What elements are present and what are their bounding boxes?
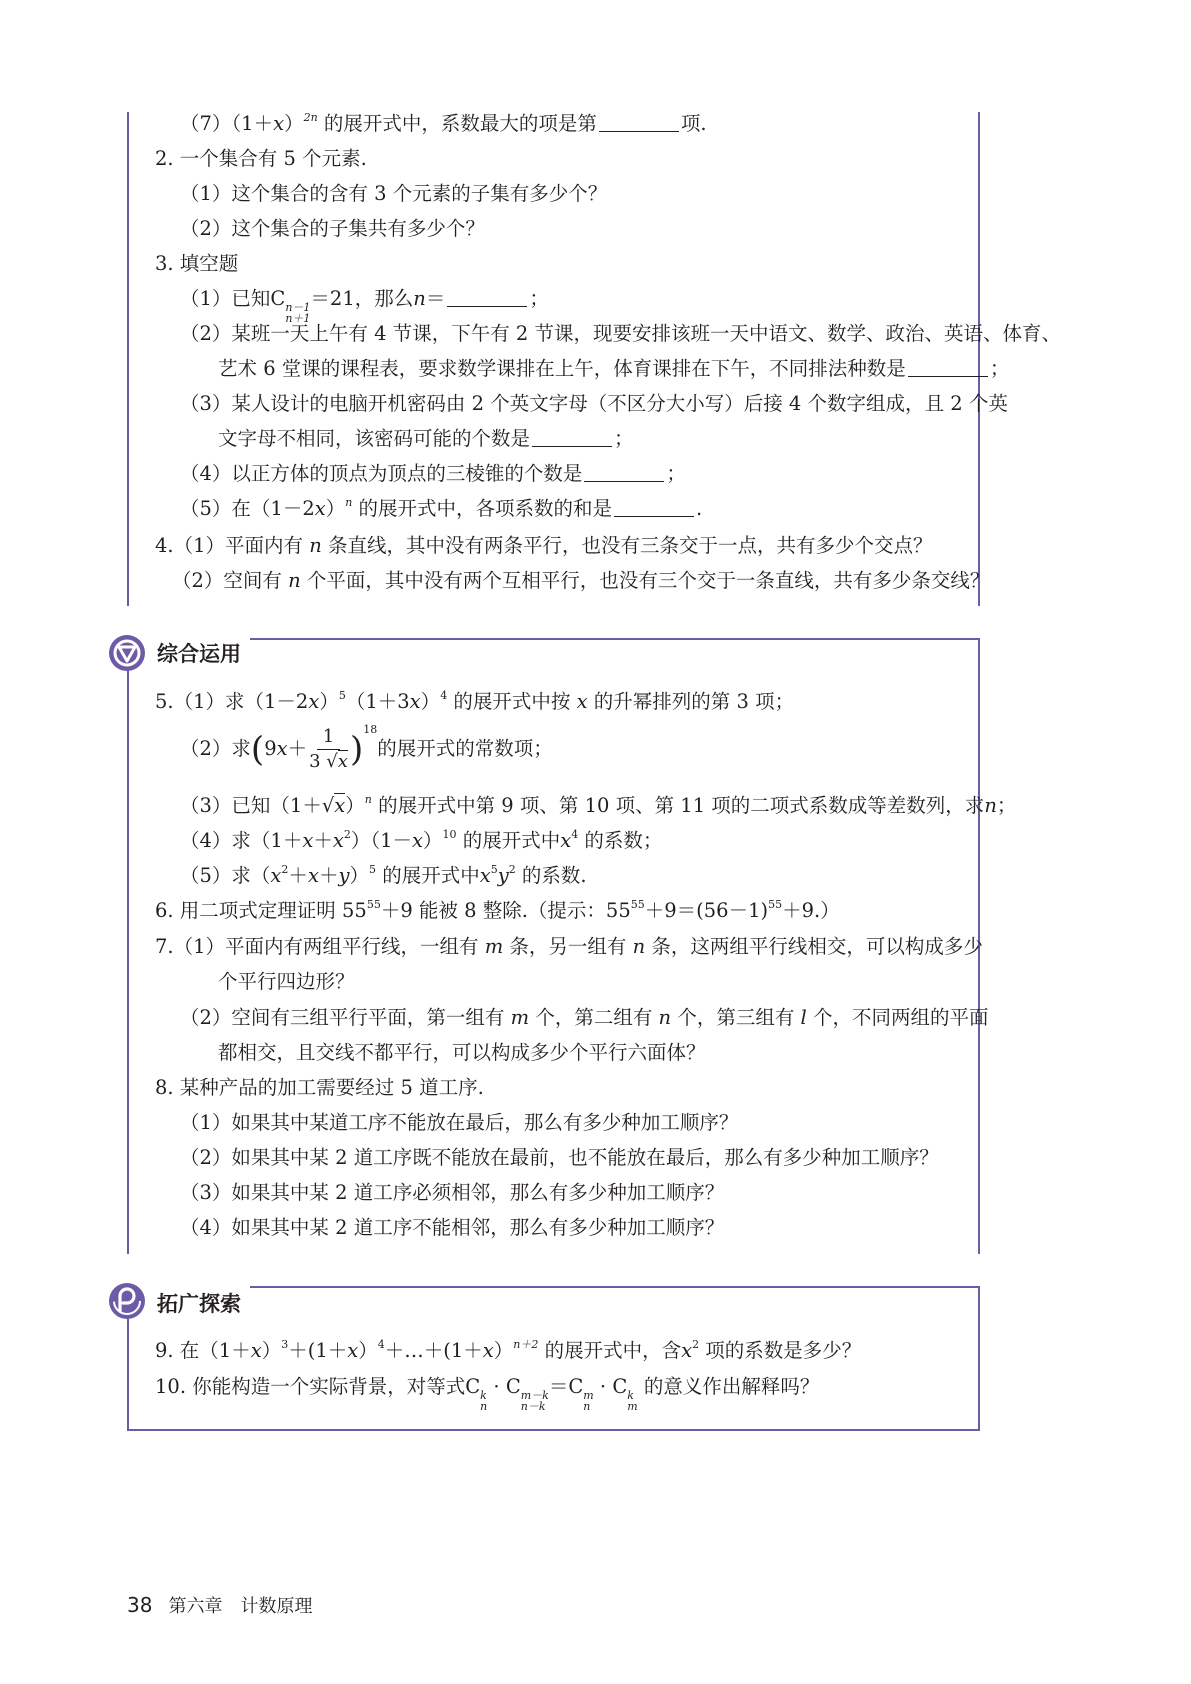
frame-right-bot <box>978 1286 980 1430</box>
page-number: 38 <box>127 1593 153 1617</box>
problem-4-2: （2）空间有 n 个平面，其中没有两个互相平行，也没有三个交于一条直线，共有多少条交线？ <box>172 569 990 592</box>
problem-5-5: （5）求$(x^2+x+y)^5$ 的展开式中$x^5y^2$ 的系数. <box>180 863 587 887</box>
chapter-title: 第六章 计数原理 <box>168 1596 313 1617</box>
section-title-explore: 拓广探索 <box>157 1292 241 1316</box>
problem-3-3-line1: （3）某人设计的电脑开机密码由 2 个英文字母（不区分大小写）后接 4 个数字组成，且 2 个英 <box>180 392 1008 415</box>
answer-blank[interactable] <box>908 358 988 377</box>
problem-5-3: （3）已知$(1+√x)^n$ 的展开式中第 9 项、第 10 项、第 11 项的二项式系数成等差数列，求n； <box>180 793 1017 817</box>
problem-7-2-line2: 都相交，且交线不都平行，可以构成多少个平行六面体？ <box>218 1041 706 1064</box>
answer-blank[interactable] <box>584 463 664 482</box>
problem-1-7: $(7)(1+x)^{2n}$ 的展开式中，系数最大的项是第 项. <box>180 111 707 135</box>
frame-left-top <box>127 112 129 606</box>
fraction: $\frac{1}{3 √x}$ <box>309 726 348 772</box>
problem-8-3: （3）如果其中某 2 道工序必须相邻，那么有多少种加工顺序？ <box>180 1181 725 1204</box>
problem-8-2: （2）如果其中某 2 道工序既不能放在最前，也不能放在最后，那么有多少种加工顺序？ <box>180 1146 939 1169</box>
problem-3-5: （5）在$(1-2x)^n$ 的展开式中，各项系数的和是 . <box>180 496 703 520</box>
problem-7-1-line2: 个平行四边形？ <box>218 970 355 993</box>
frame-top-mid <box>250 638 980 640</box>
problem-3-1: （1）已知C n－1 n＋1 ＝21，那么n＝ ； <box>180 287 549 325</box>
problem-8-4: （4）如果其中某 2 道工序不能相邻，那么有多少种加工顺序？ <box>180 1216 725 1239</box>
answer-blank[interactable] <box>614 498 694 517</box>
problem-8: 8. 某种产品的加工需要经过 5 道工序. <box>155 1076 484 1099</box>
problem-3-2-line1: （2）某班一天上午有 4 节课，下午有 2 节课，现要安排该班一天中语文、数学、政治、英语、体育、 <box>180 322 1062 345</box>
frame-bottom-bot <box>127 1429 980 1431</box>
section-comprehensive-icon <box>108 634 146 672</box>
problem-7-2-line1: （2）空间有三组平行平面，第一组有 m 个，第二组有 n 个，第三组有 l 个，不同两组的平面 <box>180 1006 989 1029</box>
problem-10: 10. 你能构造一个实际背景，对等式C k n · C m－k n－k ＝C m n · C k m 的意义作出解释吗？ <box>155 1375 820 1413</box>
section-explore-icon <box>108 1282 146 1320</box>
problem-6: 6. 用二项式定理证明 $55^{55}+9$ 能被 8 整除.（提示：$55^{55}+9=(56-1)^{55}+9$.） <box>155 898 840 922</box>
problem-2: 2. 一个集合有 5 个元素. <box>155 147 367 170</box>
problem-5-4: （4）求$(1+x+x^2)(1-x)^{10}$ 的展开式中$x^4$ 的系数； <box>180 828 663 852</box>
answer-blank[interactable] <box>447 288 527 307</box>
problem-2-1: （1）这个集合的含有 3 个元素的子集有多少个？ <box>180 182 608 205</box>
problem-3: 3. 填空题 <box>155 252 239 275</box>
problem-7-1-line1: 7.（1）平面内有两组平行线，一组有 m 条，另一组有 n 条，这两组平行线相交，可以构成多少 <box>155 935 983 958</box>
frame-left-mid <box>127 660 129 1254</box>
page-footer <box>127 1592 312 1618</box>
problem-3-2-line2: 艺术 6 堂课的课程表，要求数学课排在上午，体育课排在下午，不同排法种数是 ； <box>218 357 1010 380</box>
problem-3-3-line2: 文字母不相同，该密码可能的个数是 ； <box>218 427 634 450</box>
problem-2-2: （2）这个集合的子集共有多少个？ <box>180 217 485 240</box>
problem-9: 9. 在$(1+x)^3+(1+x)^4+\dots+(1+x)^{n+2}$ 的展开式中，含$x^2$ 项的系数是多少？ <box>155 1338 862 1362</box>
problem-5-1: 5.（1）求$(1-2x)^5(1+3x)^4$ 的展开式中按 x 的升幂排列的第 3 项； <box>155 689 795 713</box>
frame-left-bot <box>127 1308 129 1430</box>
frame-top-bot <box>250 1286 980 1288</box>
problem-5-2: （2）求(9x＋ $\frac{1}{3 √x}$ )$^{18}$的展开式的常数项； <box>180 723 553 772</box>
answer-blank[interactable] <box>532 428 612 447</box>
problem-4-1: 4.（1）平面内有 n 条直线，其中没有两条平行，也没有三条交于一点，共有多少个交点？ <box>155 534 933 557</box>
answer-blank[interactable] <box>599 113 679 132</box>
problem-3-4: （4）以正方体的顶点为顶点的三棱锥的个数是 ； <box>180 462 686 485</box>
problem-8-1: （1）如果其中某道工序不能放在最后，那么有多少种加工顺序？ <box>180 1111 739 1134</box>
section-title-comprehensive: 综合运用 <box>157 642 241 666</box>
